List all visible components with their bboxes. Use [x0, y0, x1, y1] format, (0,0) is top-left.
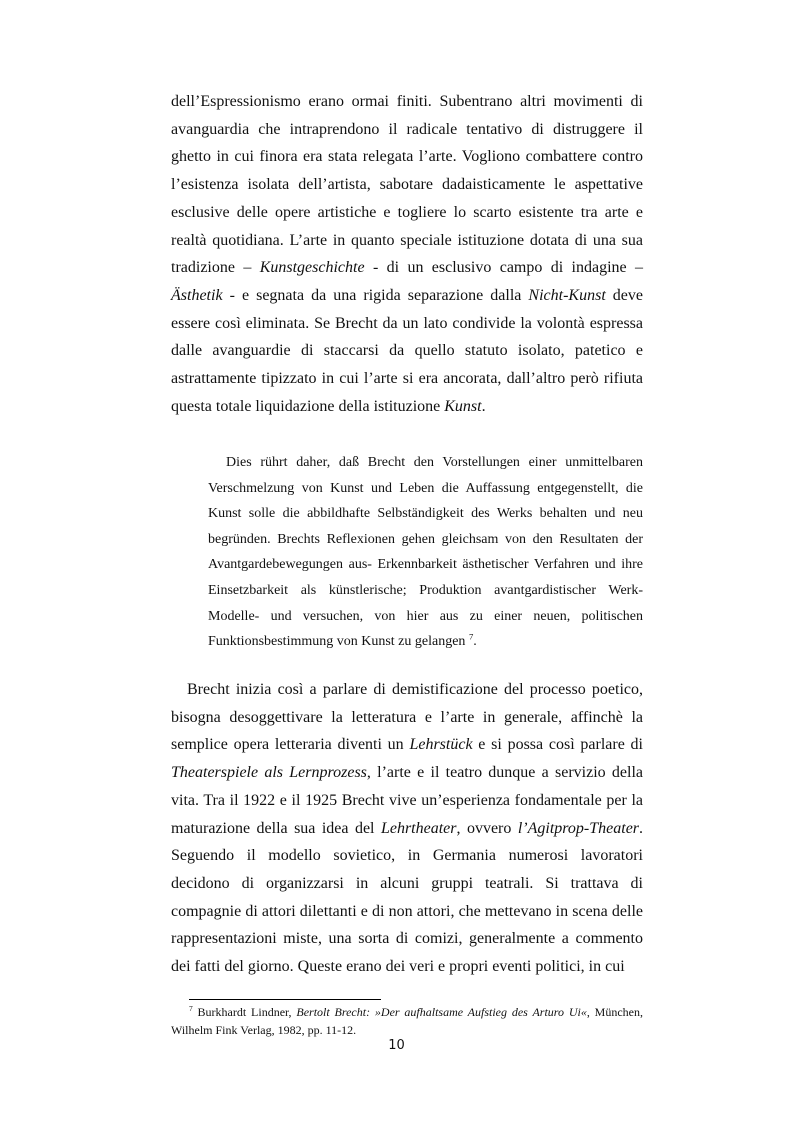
footnote-author: Burkhardt Lindner, — [192, 1005, 297, 1019]
block-quote — [208, 450, 643, 655]
text-run: - di un esclusivo campo di indagine – — [364, 259, 643, 277]
footnote-reference[interactable]: 7 — [468, 631, 474, 642]
text-run: - e segnata da una rigida separazione dalla — [222, 286, 529, 304]
body-paragraph-1 — [171, 88, 643, 420]
footnote-title: Bertolt Brecht: »Der aufhaltsame Aufstieg des Arturo Ui« — [296, 1005, 587, 1019]
italic-term: l’Agitprop-Theater — [517, 819, 640, 837]
italic-term: Kunstgeschichte — [259, 259, 365, 277]
text-run: , l’arte e il teatro dunque a servizio della vita. Tra il 1922 e il 1925 Brecht vive un’esperienza fondamentale per la maturazione della sua idea del — [171, 764, 644, 837]
text-run: . — [473, 634, 477, 650]
body-paragraph-2 — [171, 676, 643, 981]
footnote-separator — [189, 999, 381, 1000]
italic-term: Kunst — [444, 397, 482, 415]
text-run: deve essere così eliminata. Se Brecht da un lato condivide la volontà espressa dalle avanguardie di staccarsi da quello statuto isolato, patetico e astrattamente tipizzato in cui l’arte si era ancorata, dall’altro però rifiuta questa totale liquidazione della istituzione — [171, 286, 644, 415]
quote-text: Dies rührt daher, daß Brecht den Vorstellungen einer unmittelbaren Verschmelzung von Kunst und Leben die Auffassung entgegenstellt, die Kunst solle die abbildhafte Selbständigkeit des Werks behalten und neu begründen. Brechts Reflexionen gehen gleichsam von den Resultaten der Avantgardebewegungen aus- Erkennbarkeit ästhetischer Verfahren und ihre Einsetzbarkeit als künstlerische; Produktion avantgardistischer Werk- Modelle- und versuchen, von hier aus zu einer neuen, politischen Funktionsbestimmung von Kunst zu gelangen — [208, 455, 643, 650]
footnote — [171, 1003, 643, 1039]
footnote-number: 7 — [189, 1004, 193, 1013]
italic-term: Lehrstück — [409, 736, 473, 754]
text-run: e si possa così parlare di — [472, 736, 643, 754]
footnote-publication: , München, Wilhelm Fink Verlag, 1982, pp. 11-12. — [171, 1005, 643, 1037]
italic-term: Nicht-Kunst — [528, 286, 606, 304]
text-run: dell’Espressionismo erano ormai finiti. Subentrano altri movimenti di avanguardia che intraprendono il radicale tentativo di distruggere il ghetto in cui finora era stata relegata l’arte. Vogliono combattere contro l’esistenza isolata dell’artista, sabotare dadaisticamente le aspettative esclusive delle opere artistiche e togliere lo scarto esistente tra arte e realtà quotidiana. L’arte in quanto speciale istituzione dotata di una sua tradizione – — [171, 93, 643, 277]
page-number: 10 — [388, 1038, 405, 1053]
text-run: . — [481, 397, 486, 415]
text-run: Brecht inizia così a parlare di demistificazione del processo poetico, bisogna desoggettivare la letteratura e l’arte in generale, affinchè la semplice opera letteraria diventi un — [171, 681, 643, 754]
italic-term: Theaterspiele als Lernprozess — [171, 764, 367, 782]
italic-term: Ästhetik — [171, 286, 223, 304]
text-run: , ovvero — [456, 819, 518, 837]
text-run: . Seguendo il modello sovietico, in Germania numerosi lavoratori decidono di organizzarsi in alcuni gruppi teatrali. Si trattava di compagnie di attori dilettanti e di non attori, che mettevano in scena delle rappresentazioni miste, una sorta di comizi, generalmente a commento dei fatti del giorno. Queste erano dei veri e propri eventi politici, in cui — [171, 819, 644, 976]
italic-term: Lehrtheater — [380, 819, 457, 837]
